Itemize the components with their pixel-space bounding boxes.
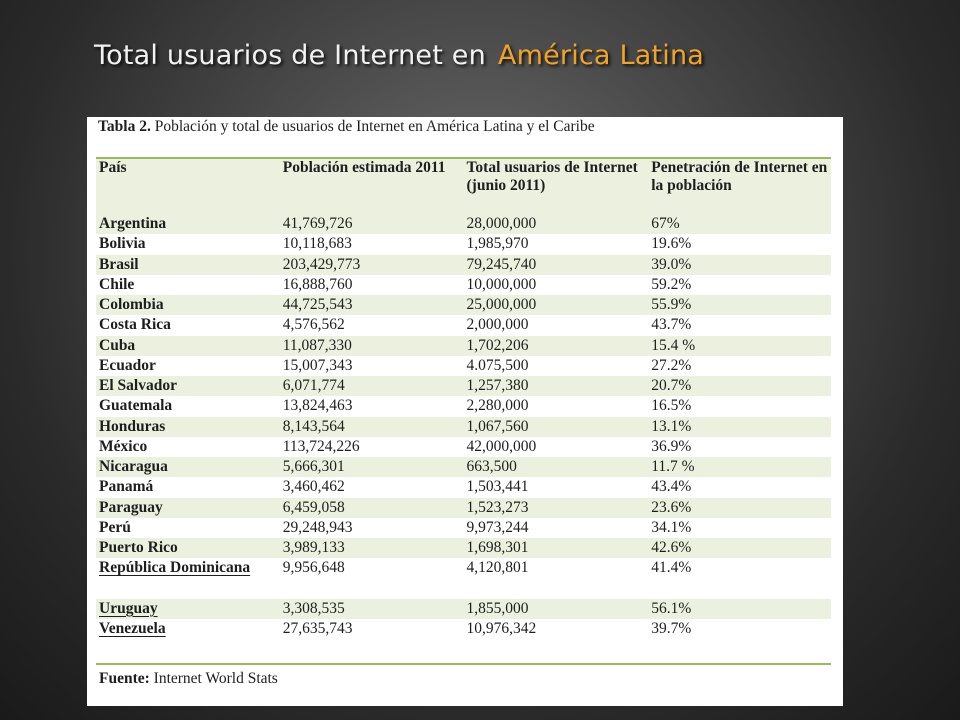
cell-country: El Salvador (99, 377, 177, 394)
cell-country: Chile (99, 275, 135, 293)
cell-users: 10,976,342 (466, 620, 537, 637)
table-row (96, 376, 831, 396)
cell-population: 113,724,226 (282, 437, 360, 455)
table-row (96, 619, 831, 639)
cell-users: 1,257,380 (466, 377, 529, 394)
header-country: País (99, 159, 127, 176)
cell-country: Puerto Rico (99, 539, 178, 556)
table-row (96, 295, 831, 315)
cell-users: 1,503,441 (466, 478, 529, 496)
cell-users: 10,000,000 (466, 275, 537, 293)
cell-population: 5,666,301 (282, 458, 345, 475)
table-header-row (96, 159, 831, 214)
cell-penetration: 41.4% (651, 559, 692, 577)
cell-country: Honduras (99, 417, 166, 435)
slide-title (94, 40, 704, 71)
cell-users: 25,000,000 (466, 296, 537, 313)
table-row (96, 599, 831, 619)
cell-penetration: 23.6% (651, 498, 692, 516)
cell-country: Bolivia (99, 235, 146, 253)
cell-population: 11,087,330 (282, 336, 352, 354)
header-population: Población estimada 2011 (282, 159, 446, 176)
cell-penetration: 19.6% (651, 235, 692, 253)
table-row (96, 498, 831, 518)
cell-users: 28,000,000 (466, 215, 537, 232)
table-row (96, 214, 831, 234)
cell-penetration: 27.2% (651, 356, 692, 374)
cell-penetration: 43.7% (651, 316, 692, 334)
cell-population: 41,769,726 (282, 215, 353, 232)
cell-country: Argentina (99, 215, 167, 232)
cell-users: 1,523,273 (466, 498, 529, 516)
cell-users: 663,500 (466, 458, 517, 475)
cell-penetration: 39.0% (651, 255, 692, 273)
source-text: Internet World Stats (153, 670, 278, 687)
cell-penetration: 15.4 % (651, 336, 696, 354)
cell-users: 9,973,244 (466, 518, 529, 536)
cell-penetration: 55.9% (651, 296, 692, 313)
cell-penetration: 20.7% (651, 377, 692, 394)
cell-penetration: 59.2% (651, 275, 692, 293)
cell-users: 2,000,000 (466, 316, 529, 334)
table-row (96, 356, 831, 376)
table-row (96, 417, 831, 437)
cell-country: Uruguay (99, 599, 158, 617)
cell-population: 8,143,564 (282, 417, 345, 435)
cell-penetration: 34.1% (651, 518, 692, 536)
cell-country: Perú (99, 518, 131, 536)
table-row (96, 437, 831, 457)
table-row (96, 538, 831, 558)
table-caption-label: Tabla 2. (98, 118, 151, 135)
cell-penetration: 39.7% (651, 620, 692, 637)
cell-country: Costa Rica (99, 316, 171, 334)
table-row (96, 457, 831, 477)
cell-country: Colombia (99, 296, 164, 313)
table-row (96, 558, 831, 599)
cell-population: 16,888,760 (282, 275, 353, 293)
cell-penetration: 11.7 % (651, 458, 695, 475)
slide-title-main: Total usuarios de Internet en (94, 40, 486, 71)
cell-users: 1,985,970 (466, 235, 529, 253)
table-source (99, 670, 278, 688)
table-row (96, 315, 831, 335)
cell-country: Nicaragua (99, 458, 168, 475)
cell-penetration: 13.1% (651, 417, 692, 435)
table-row (96, 396, 831, 416)
cell-population: 4,576,562 (282, 316, 345, 334)
table-caption-text: Población y total de usuarios de Internet en América Latina y el Caribe (154, 118, 595, 135)
table-row (96, 255, 831, 275)
cell-penetration: 36.9% (651, 437, 692, 455)
table-caption (98, 118, 595, 136)
cell-penetration: 43.4% (651, 478, 692, 496)
cell-country: República Dominicana (99, 559, 251, 577)
header-penetration: Penetración de Internet en la población (651, 159, 828, 194)
cell-users: 1,702,206 (466, 336, 529, 354)
cell-penetration: 56.1% (651, 599, 692, 617)
cell-population: 44,725,543 (282, 296, 353, 313)
cell-population: 10,118,683 (282, 235, 352, 253)
cell-country: México (99, 437, 148, 455)
cell-country: Paraguay (99, 498, 163, 516)
cell-country: Brasil (99, 255, 139, 273)
cell-users: 79,245,740 (466, 255, 537, 273)
source-label: Fuente: (99, 670, 150, 687)
cell-population: 3,460,462 (282, 478, 345, 496)
cell-population: 15,007,343 (282, 356, 353, 374)
cell-penetration: 42.6% (651, 539, 692, 556)
header-users: Total usuarios de Internet (junio 2011) (466, 159, 638, 194)
cell-penetration: 67% (651, 215, 680, 232)
cell-population: 6,459,058 (282, 498, 345, 516)
table-bottom-rule (96, 663, 831, 665)
cell-population: 27,635,743 (282, 620, 353, 637)
slide-title-accent: América Latina (497, 40, 704, 71)
table-row (96, 518, 831, 538)
cell-population: 3,308,535 (282, 599, 345, 617)
cell-population: 9,956,648 (282, 559, 345, 577)
cell-population: 203,429,773 (282, 255, 361, 273)
cell-population: 13,824,463 (282, 397, 353, 415)
table-row (96, 477, 831, 497)
cell-country: Cuba (99, 336, 136, 354)
data-table (96, 159, 831, 639)
cell-population: 6,071,774 (282, 377, 345, 394)
cell-users: 4,120,801 (466, 559, 529, 577)
cell-population: 3,989,133 (282, 539, 345, 556)
cell-country: Panamá (99, 478, 154, 496)
table-row (96, 336, 831, 356)
cell-users: 2,280,000 (466, 397, 529, 415)
table-row (96, 275, 831, 295)
cell-penetration: 16.5% (651, 397, 692, 415)
cell-users: 1,698,301 (466, 539, 529, 556)
cell-users: 1,855,000 (466, 599, 529, 617)
cell-country: Ecuador (99, 356, 156, 374)
cell-country: Guatemala (99, 397, 173, 415)
table-body (96, 214, 831, 639)
data-table-image (87, 117, 843, 706)
cell-country: Venezuela (99, 620, 166, 637)
cell-population: 29,248,943 (282, 518, 353, 536)
cell-users: 4.075,500 (466, 356, 529, 374)
table-row (96, 234, 831, 254)
cell-users: 1,067,560 (466, 417, 529, 435)
cell-users: 42,000,000 (466, 437, 537, 455)
